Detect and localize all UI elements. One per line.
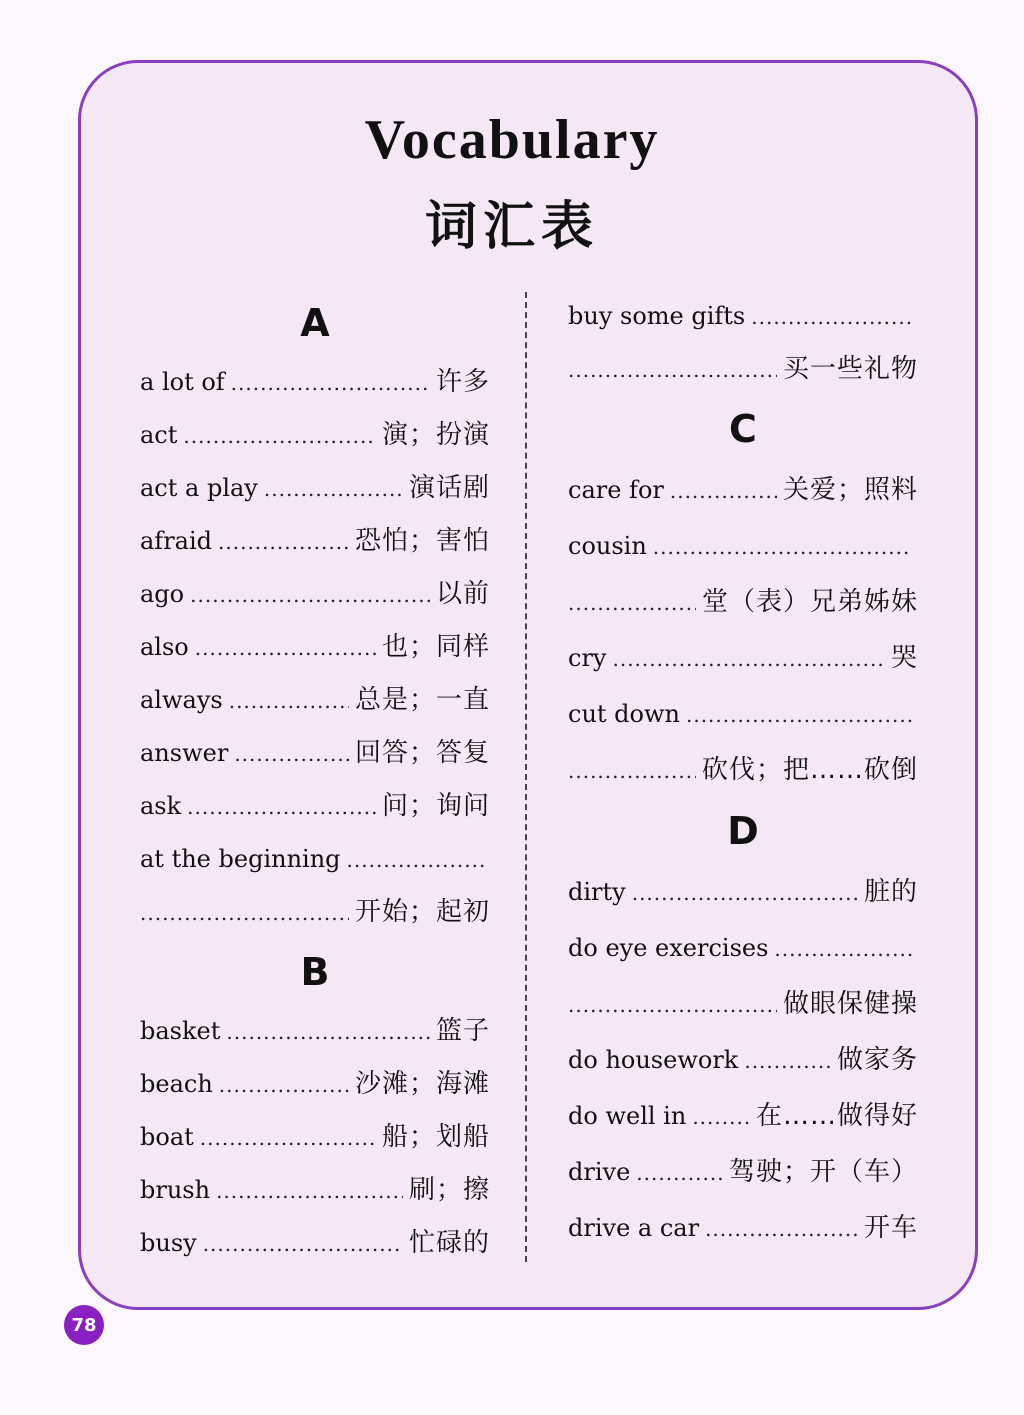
entry-en: boat	[140, 1123, 194, 1151]
section-letter: D	[727, 809, 759, 853]
entry-en: drive a car	[568, 1214, 700, 1242]
vocab-entry	[568, 290, 918, 343]
vocab-entry-continued	[140, 886, 490, 939]
entry-en: dirty	[568, 878, 626, 906]
entry-en: cry	[568, 644, 607, 672]
entry-zh: 在……做得好	[755, 1101, 918, 1131]
vocab-entry-continued	[568, 574, 918, 630]
vocab-entry	[140, 1164, 490, 1217]
vocab-entry	[140, 568, 490, 621]
entry-zh: 篮子	[435, 1016, 490, 1046]
entry-zh: 堂（表）兄弟姊妹	[701, 587, 918, 617]
entry-zh: 总是；一直	[354, 685, 490, 715]
vocab-entry	[568, 686, 918, 742]
entry-zh: 开车	[863, 1213, 918, 1243]
section-letter: C	[729, 407, 757, 451]
vocab-entry-continued	[568, 742, 918, 798]
section-letter: A	[300, 301, 330, 345]
page-number-badge: 78	[64, 1305, 104, 1345]
vocab-entry	[568, 630, 918, 686]
entry-zh: 脏的	[863, 877, 918, 907]
entry-zh: 刷；擦	[408, 1175, 490, 1205]
entry-en: answer	[140, 739, 229, 767]
entry-en: drive	[568, 1158, 631, 1186]
entry-zh: 演；扮演	[381, 420, 490, 450]
vocab-entry	[140, 674, 490, 727]
page-title-chinese: 词汇表	[424, 197, 599, 257]
entry-en: care for	[568, 476, 664, 504]
entry-en: afraid	[140, 527, 213, 555]
entry-zh: 沙滩；海滩	[354, 1069, 490, 1099]
entry-zh: 哭	[890, 643, 918, 673]
entry-zh: 也；同样	[381, 632, 490, 662]
vocab-entry	[568, 462, 918, 518]
entry-zh: 以前	[435, 579, 490, 609]
entry-zh: 做眼保健操	[782, 989, 918, 1019]
entry-zh: 关爱；照料	[782, 475, 918, 505]
entry-zh: 许多	[435, 367, 490, 397]
vocab-entry	[140, 1058, 490, 1111]
entry-en: do well in	[568, 1102, 687, 1130]
page-title: Vocabulary	[364, 109, 660, 171]
entry-en: a lot of	[140, 368, 225, 396]
entry-en: beach	[140, 1070, 213, 1098]
vocab-entry	[140, 833, 490, 886]
entry-zh: 演话剧	[408, 473, 490, 503]
entry-en: brush	[140, 1176, 211, 1204]
vocab-entry	[568, 1088, 918, 1144]
vocab-entry	[568, 864, 918, 920]
entry-zh: 回答；答复	[354, 738, 490, 768]
entry-en: act	[140, 421, 178, 449]
vocab-entry	[140, 1111, 490, 1164]
vocab-entry	[140, 515, 490, 568]
entry-zh: 做家务	[836, 1045, 918, 1075]
vocab-entry	[568, 1200, 918, 1256]
vocab-entry	[140, 1217, 490, 1270]
vocab-entry	[140, 727, 490, 780]
column-divider	[525, 292, 527, 1262]
entry-en: cousin	[568, 532, 647, 560]
vocab-entry	[140, 409, 490, 462]
entry-en: busy	[140, 1229, 197, 1257]
entry-zh: 忙碌的	[408, 1228, 490, 1258]
entry-en: ask	[140, 792, 182, 820]
entry-en: ago	[140, 580, 185, 608]
vocab-entry-continued	[568, 343, 918, 396]
vocab-entry	[140, 780, 490, 833]
vocab-entry	[140, 356, 490, 409]
entry-zh: 船；划船	[381, 1122, 490, 1152]
vocab-entry	[568, 1144, 918, 1200]
entry-zh: 开始；起初	[354, 897, 490, 927]
vocab-entry	[140, 621, 490, 674]
entry-en: act a play	[140, 474, 258, 502]
vocab-entry	[140, 1005, 490, 1058]
entry-zh: 砍伐；把……砍倒	[701, 755, 918, 785]
entry-en: cut down	[568, 700, 680, 728]
right-column	[568, 290, 918, 1256]
entry-zh: 买一些礼物	[782, 354, 918, 384]
vocab-entry	[568, 920, 918, 976]
entry-en: also	[140, 633, 189, 661]
vocab-entry	[568, 1032, 918, 1088]
left-column	[140, 290, 490, 1270]
entry-zh: 驾驶；开（车）	[728, 1157, 918, 1187]
entry-en: basket	[140, 1017, 221, 1045]
vocab-entry	[568, 518, 918, 574]
entry-en: do housework	[568, 1046, 739, 1074]
entry-en: do eye exercises	[568, 934, 769, 962]
vocab-entry-continued	[568, 976, 918, 1032]
section-letter: B	[300, 950, 330, 994]
entry-zh: 问；询问	[381, 791, 490, 821]
entry-en: at the beginning	[140, 845, 341, 873]
entry-en: always	[140, 686, 223, 714]
entry-en: buy some gifts	[568, 302, 746, 330]
vocab-entry	[140, 462, 490, 515]
entry-zh: 恐怕；害怕	[354, 526, 490, 556]
